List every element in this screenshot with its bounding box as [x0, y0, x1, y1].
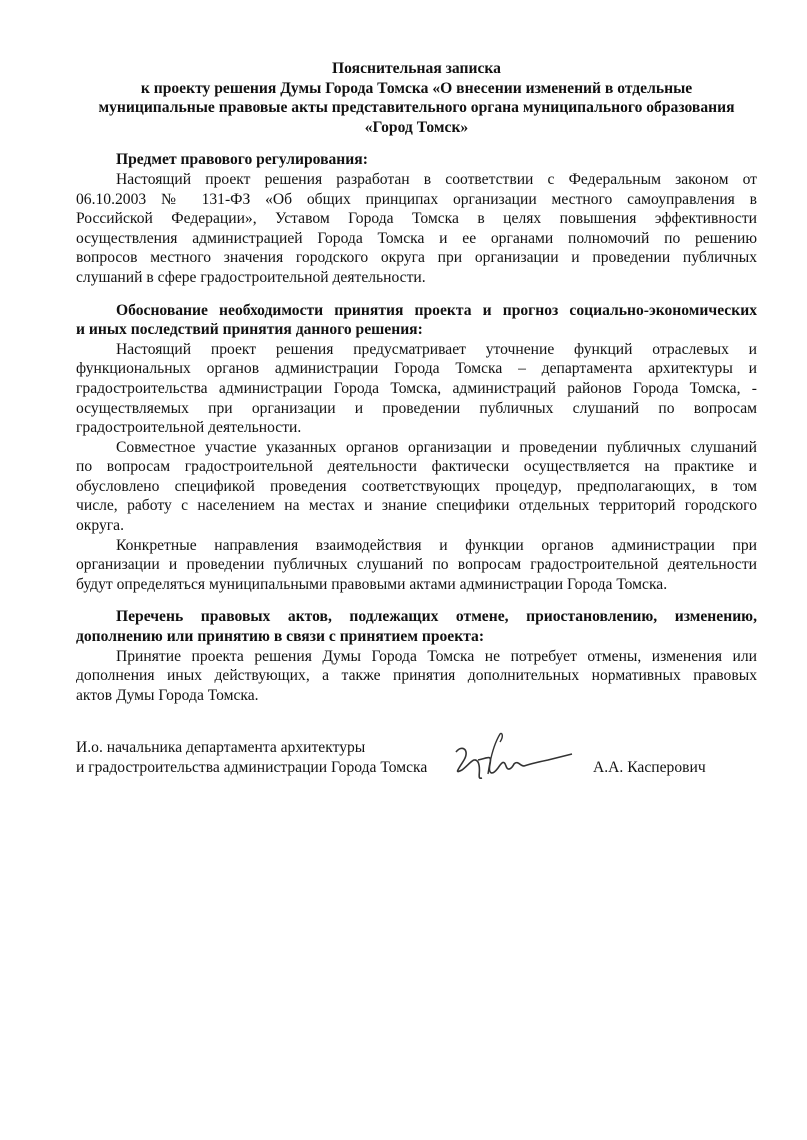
paragraph	[76, 647, 757, 706]
signer-position-line-1: И.о. начальника департамента архитектуры	[76, 739, 366, 756]
paragraph-line: организации и проведении публичных слушаний по вопросам градостроительной деятельности	[76, 556, 757, 574]
signature-block	[76, 738, 757, 777]
section	[76, 301, 757, 595]
paragraph	[76, 536, 757, 595]
signer-name: А.А. Касперович	[593, 758, 706, 776]
paragraph-line: градостроительной деятельности.	[76, 419, 302, 437]
paragraph-line: осуществляемых при организации и проведении публичных слушаний по вопросам	[76, 399, 757, 417]
paragraph-line: дополнения иных действующих, а также принятия дополнительных нормативных правовых	[76, 667, 757, 685]
paragraph	[76, 340, 757, 438]
paragraph-line: округа.	[76, 517, 124, 535]
paragraph-line: Принятие проекта решения Думы Города Томска не потребует отмены, изменения или	[116, 647, 757, 665]
paragraph-line: 06.10.2003 № 131-ФЗ «Об общих принципах организации местного самоуправления в	[76, 190, 757, 208]
title-line: Пояснительная записка	[332, 60, 501, 77]
paragraph-line: числе, работу с населением на местах и знание специфики отдельных территорий городского	[76, 497, 757, 515]
paragraph-line: Конкретные направления взаимодействия и функции органов администрации при	[116, 536, 757, 554]
paragraph-line: Совместное участие указанных органов организации и проведении публичных слушаний	[116, 438, 757, 456]
paragraph-line: вопросов местного значения городского округа при организации и проведении публичных	[76, 249, 757, 267]
paragraph-line: Настоящий проект решения предусматривает уточнение функций отраслевых и	[116, 340, 757, 358]
section-heading	[76, 150, 757, 170]
paragraph	[76, 170, 757, 288]
paragraph-line: градостроительства администрации Города Томска, администраций районов Города Томска, -	[76, 379, 757, 397]
paragraph-line: Настоящий проект решения разработан в соответствии с Федеральным законом от	[116, 170, 757, 188]
paragraph-line: осуществления администрацией Города Томска и ее органами полномочий по решению	[76, 229, 757, 247]
heading-line: Предмет правового регулирования:	[116, 151, 368, 169]
section-heading	[76, 301, 757, 340]
title-line: муниципальные правовые акты представительного органа муниципального образования	[98, 99, 735, 117]
heading-line: Перечень правовых актов, подлежащих отмене, приостановлению, изменению,	[116, 608, 757, 626]
section-heading	[76, 607, 757, 646]
title-line: к проекту решения Думы Города Томска «О внесении изменений в отдельные	[140, 79, 693, 97]
section	[76, 150, 757, 287]
document-title	[76, 59, 757, 137]
section	[76, 607, 757, 705]
paragraph-line: функциональных органов администрации Города Томска – департамента архитектуры и	[76, 360, 757, 378]
paragraph-line: актов Думы Города Томска.	[76, 686, 259, 704]
heading-line: дополнению или принятию в связи с принятием проекта:	[76, 628, 485, 646]
heading-line: и иных последствий принятия данного решения:	[76, 321, 423, 339]
handwritten-signature	[448, 730, 588, 790]
paragraph-line: будут определяться муниципальными правовыми актами администрации Города Томска.	[76, 575, 668, 593]
paragraph-line: по вопросам градостроительной деятельности фактически осуществляется на практике и	[76, 458, 757, 476]
title-line: «Город Томск»	[364, 118, 469, 136]
paragraph-line: обусловлено спецификой проведения соответствующих процедур, предполагающих, в том	[76, 477, 757, 495]
heading-line: Обоснование необходимости принятия проекта и прогноз социально-экономических	[116, 301, 757, 319]
paragraph-line: слушаний в сфере градостроительной деятельности.	[76, 268, 426, 286]
paragraph-line: Российской Федерации», Уставом Города Томска в целях повышения эффективности	[76, 210, 757, 228]
signer-position-line-2: и градостроительства администрации Города Томска	[76, 758, 428, 776]
paragraph	[76, 438, 757, 536]
document-body	[76, 59, 757, 705]
